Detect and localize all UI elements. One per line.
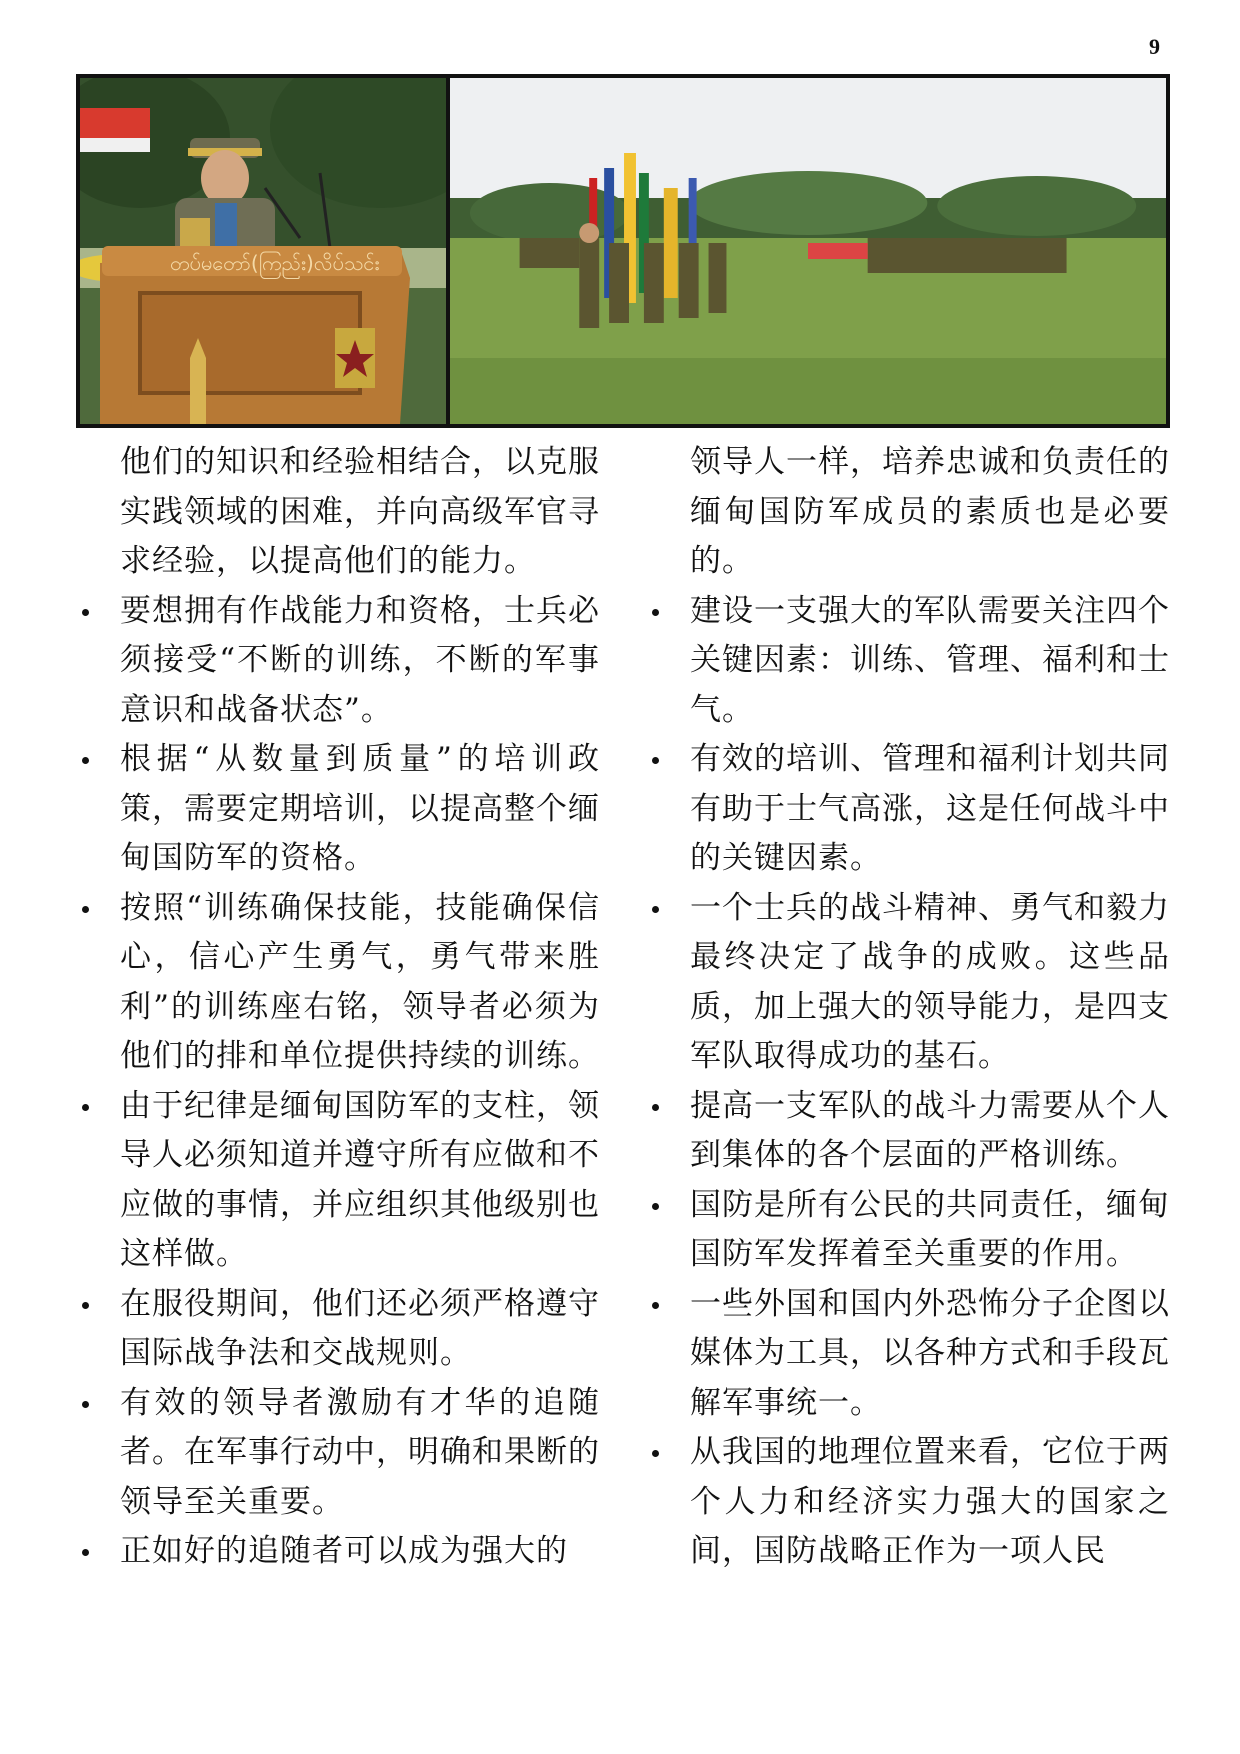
two-column-body [80, 438, 1170, 1577]
right-column [650, 438, 1170, 1577]
list-item: 一些外国和国内外恐怖分子企图以媒体为工具，以各种方式和手段瓦解军事统一。 [650, 1280, 1170, 1429]
list-item: 建设一支强大的军队需要关注四个关键因素：训练、管理、福利和士气。 [650, 587, 1170, 736]
page-number: 9 [1149, 34, 1160, 59]
left-bullet-list [80, 587, 600, 1577]
list-item: 在服役期间，他们还必须严格遵守国际战争法和交战规则。 [80, 1280, 600, 1379]
photo-banner [76, 74, 1170, 428]
list-item: 提高一支军队的战斗力需要从个人到集体的各个层面的严格训练。 [650, 1082, 1170, 1181]
list-item: 按照“训练确保技能，技能确保信心，信心产生勇气，勇气带来胜利”的训练座右铭，领导者必须为他们的排和单位提供持续的训练。 [80, 884, 600, 1082]
list-item: 一个士兵的战斗精神、勇气和毅力最终决定了战争的成败。这些品质，加上强大的领导能力，是四支军队取得成功的基石。 [650, 884, 1170, 1082]
list-item: 国防是所有公民的共同责任，缅甸国防军发挥着至关重要的作用。 [650, 1181, 1170, 1280]
podium-speech-photo [80, 78, 446, 424]
left-column [80, 438, 600, 1577]
podium-inscription: တပ်မတော်(ကြည်း)လိပ်သင်း [170, 251, 380, 275]
list-item: 要想拥有作战能力和资格，士兵必须接受“不断的训练，不断的军事意识和战备状态”。 [80, 587, 600, 736]
list-item: 由于纪律是缅甸国防军的支柱，领导人必须知道并遵守所有应做和不应做的事情，并应组织其他级别也这样做。 [80, 1082, 600, 1280]
list-item: 根据“从数量到质量”的培训政策，需要定期培训，以提高整个缅甸国防军的资格。 [80, 735, 600, 884]
right-lead-paragraph: 领导人一样，培养忠诚和负责任的缅甸国防军成员的素质也是必要的。 [690, 444, 1170, 579]
list-item: 有效的领导者激励有才华的追随者。在军事行动中，明确和果断的领导至关重要。 [80, 1379, 600, 1528]
list-item: 有效的培训、管理和福利计划共同有助于士气高涨，这是任何战斗中的关键因素。 [650, 735, 1170, 884]
left-lead-paragraph: 他们的知识和经验相结合，以克服实践领域的困难，并向高级军官寻求经验，以提高他们的能力。 [120, 444, 600, 579]
parade-field-photo [446, 78, 1166, 424]
list-item: 从我国的地理位置来看，它位于两个人力和经济实力强大的国家之间，国防战略正作为一项人民 [650, 1428, 1170, 1577]
right-bullet-list [650, 587, 1170, 1577]
list-item: 正如好的追随者可以成为强大的 [80, 1527, 600, 1577]
